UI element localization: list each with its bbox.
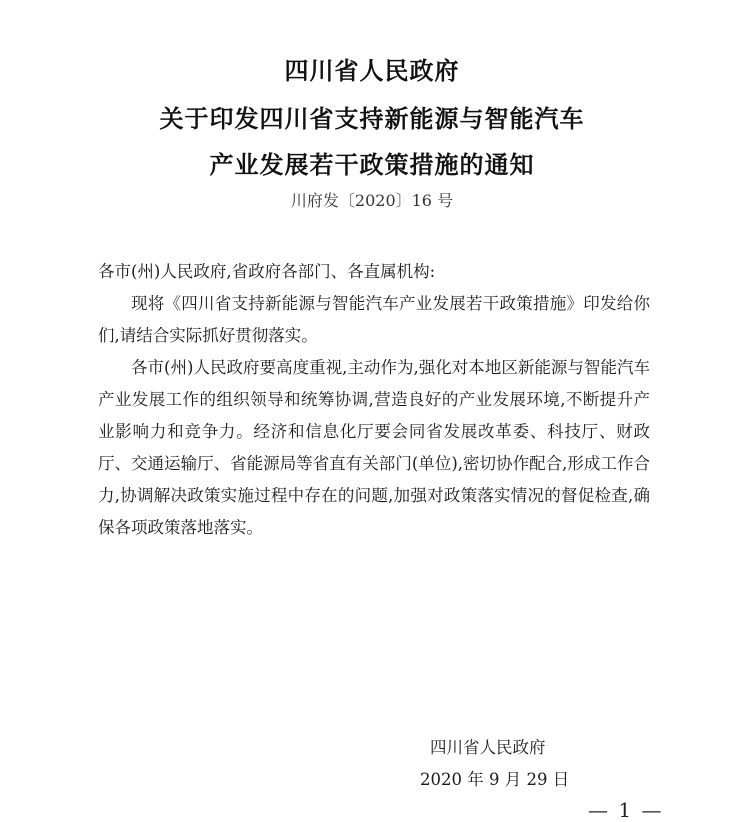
title-line-3: 产业发展若干政策措施的通知 bbox=[209, 150, 535, 179]
issue-date: 2020 年 9 月 29 日 bbox=[420, 770, 570, 789]
addressee: 各市(州)人民政府,省政府各部门、各直属机构: bbox=[98, 262, 436, 281]
issuer-signature: 四川省人民政府 bbox=[430, 738, 546, 757]
title-line-2: 关于印发四川省支持新能源与智能汽车 bbox=[159, 104, 585, 133]
title-line-1: 四川省人民政府 bbox=[284, 56, 460, 85]
page-number: — 1 — bbox=[588, 798, 664, 822]
document-body bbox=[98, 256, 650, 544]
paragraph-1: 现将《四川省支持新能源与智能汽车产业发展若干政策措施》印发给你们,请结合实际抓好贯彻落实。 bbox=[98, 294, 650, 345]
paragraph-2: 各市(州)人民政府要高度重视,主动作为,强化对本地区新能源与智能汽车产业发展工作的组织领导和统筹协调,营造良好的产业发展环境,不断提升产业影响力和竞争力。经济和信息化厅要会同省发展改革委、科技厅、财政厅、交通运输厅、省能源局等省直有关部门(单位),密切协作配合,形成工作合力,协调解决政策实施过程中存在的问题,加强对政策落实情况的督促检查,确保各项政策落地落实。 bbox=[98, 358, 650, 537]
document-number: 川府发〔2020〕16 号 bbox=[290, 191, 454, 210]
